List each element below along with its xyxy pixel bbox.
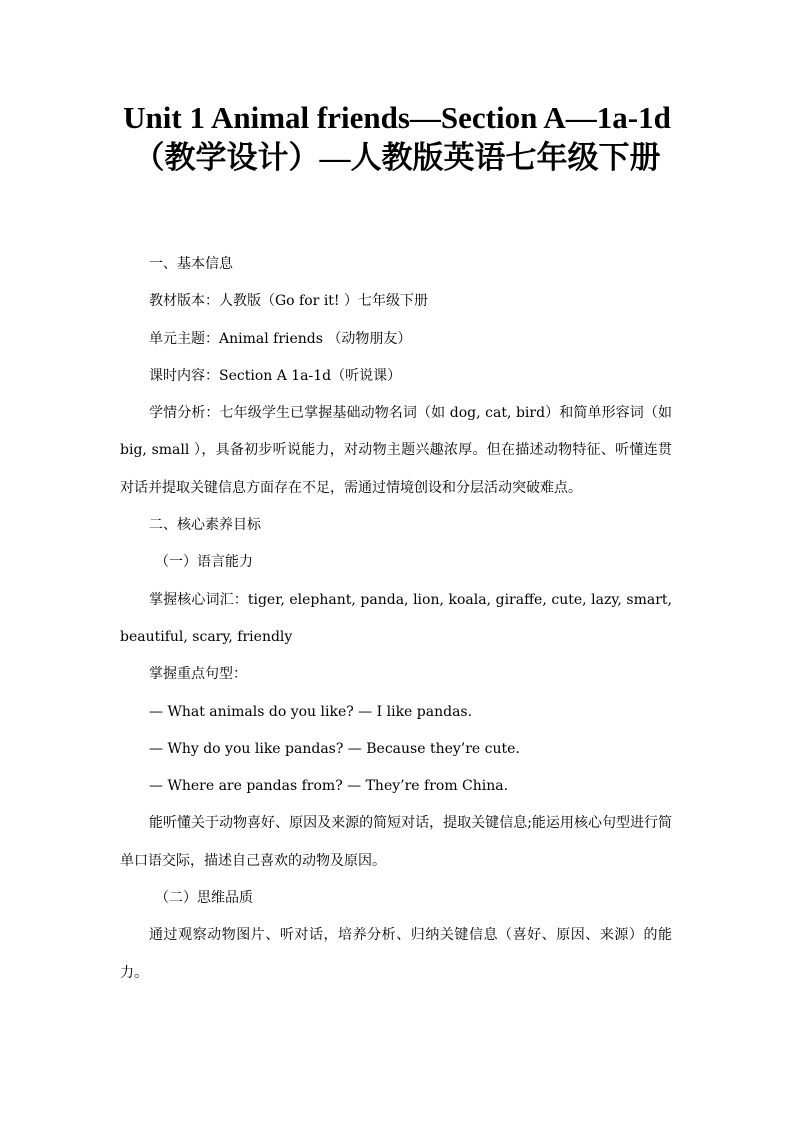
document-body	[120, 246, 672, 992]
paragraph-dialogue-line-3: — Where are pandas from? — They’re from China.	[149, 778, 509, 795]
paragraph-dialogue-line-2: — Why do you like pandas? — Because they’re cute.	[149, 740, 520, 757]
paragraph-lesson-content: 课时内容：Section A 1a-1d（听说课）	[149, 367, 402, 384]
paragraph-unit-theme: 单元主题：Animal friends （动物朋友）	[149, 330, 412, 347]
paragraph-thinking-goal: 通过观察动物图片、听对话，培养分析、归纳关键信息（喜好、原因、来源）的能力。	[120, 927, 672, 981]
paragraph-listening-goal: 能听懂关于动物喜好、原因及来源的简短对话，提取关键信息;能运用核心句型进行简单口语交际，描述自己喜欢的动物及原因。	[120, 815, 672, 869]
section-heading-core-goals: 二、核心素养目标	[149, 517, 261, 534]
section-heading-basic-info: 一、基本信息	[149, 256, 233, 272]
paragraph-key-sentences-heading: 掌握重点句型：	[149, 666, 247, 683]
paragraph-core-vocabulary: 掌握核心词汇：tiger, elephant, panda, lion, koala, giraffe, cute, lazy, smart, beautiful, scary, friendly	[120, 591, 672, 645]
subheading-thinking-quality: （二）思维品质	[155, 890, 253, 907]
paragraph-textbook-version: 教材版本：人教版（Go for it! ）七年级下册	[149, 293, 428, 310]
subheading-language-ability: （一）语言能力	[155, 554, 253, 571]
paragraph-dialogue-line-1: — What animals do you like? — I like pandas.	[149, 703, 473, 720]
document-title: Unit 1 Animal friends—Section A—1a-1d（教学设计）—人教版英语七年级下册	[123, 100, 671, 175]
paragraph-student-analysis: 学情分析：七年级学生已掌握基础动物名词（如 dog, cat, bird）和简单形容词（如 big, small ），具备初步听说能力，对动物主题兴趣浓厚。但在描述动物特征、听懂连贯对话并提取关键信息方面存在不足，需通过情境创设和分层活动突破难点。	[120, 405, 672, 496]
